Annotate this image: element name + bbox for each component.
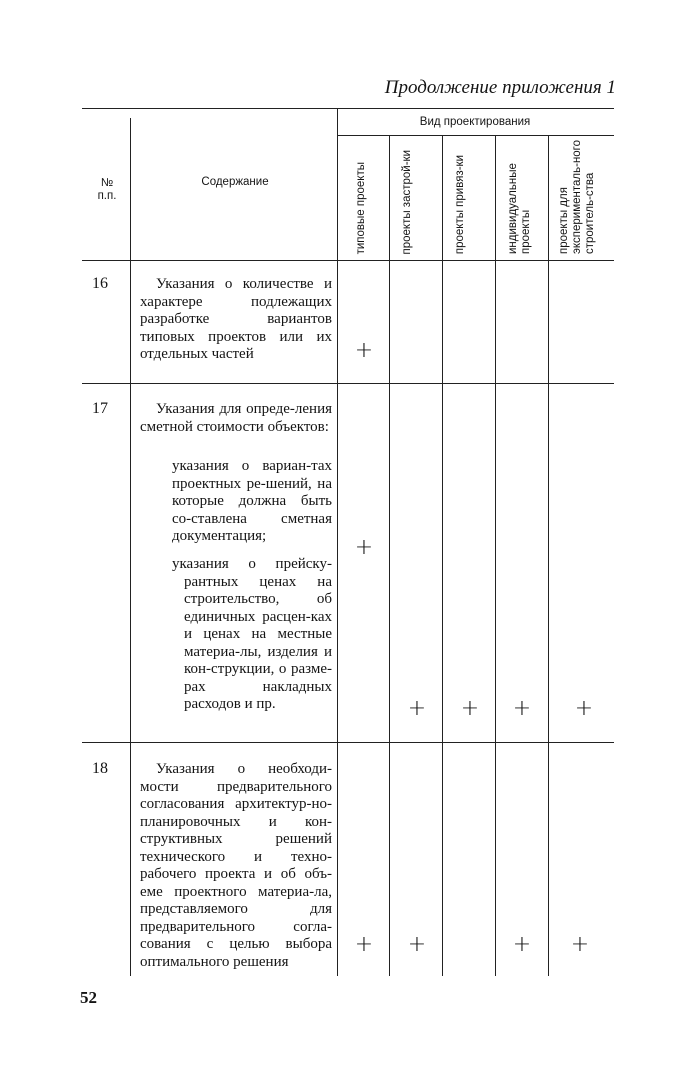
col-rule-typical (389, 135, 390, 976)
col-rule-individual (548, 135, 549, 976)
row-rule-17-18 (82, 742, 614, 743)
mark-typical: + (354, 932, 374, 957)
mark-typical: + (354, 535, 374, 560)
row-subitem: указания о прейску-рантных ценах на строительство, об единичных расцен-ках и ценах на местные материа-лы, изделия и кон-струкции, о разме-рах накладных расходов и пр. (172, 556, 332, 712)
header-col-typical-label: типовые проекты (355, 161, 367, 254)
mark-building: + (407, 932, 427, 957)
row-text: Указания о количестве и характере подлежащих разработке вариантов типовых проектов или их отдельных частей (140, 276, 332, 362)
mark-experimental: + (574, 696, 594, 721)
header-number-abbr: п.п. (97, 190, 117, 202)
header-number-symbol: № (100, 177, 114, 189)
mark-experimental: + (570, 932, 590, 957)
row-rule-16-17 (82, 383, 614, 384)
header-design-type: Вид проектирования (419, 116, 531, 128)
row-number: 16 (92, 275, 108, 292)
col-rule-num (130, 118, 131, 976)
mark-building: + (407, 696, 427, 721)
header-col-individual-label: индивидуальные проекты (507, 163, 532, 254)
row-number: 17 (92, 400, 108, 417)
header-col-building-label: проекты застрой-ки (401, 149, 413, 254)
page-number: 52 (80, 988, 97, 1007)
header-number (82, 177, 132, 203)
row-text: Указания о необходи-мости предварительного согласования архитектур-но-планировочных и кон-структивных решений технического и техно-рабочего проекта и об объ-еме проектного материа-ла, представляемого для предварительного согла-сования с целью выбора оптимального решения (140, 761, 332, 970)
header-col-experimental-label: проекты для эксперименталь-ного строитель-ства (558, 139, 596, 254)
row-subitem: указания о вариан-тах проектных ре-шений, на которые должна быть со-ставлена сметная документация; (172, 458, 332, 544)
header-col-experimental (558, 136, 606, 258)
page-caption: Продолжение приложения 1 (384, 77, 616, 98)
mark-individual: + (512, 696, 532, 721)
mark-binding: + (460, 696, 480, 721)
row-number: 18 (92, 760, 108, 777)
header-bottom-rule (82, 260, 614, 261)
header-col-binding-label: проекты привяз-ки (454, 154, 466, 254)
mark-typical: + (354, 338, 374, 363)
mark-individual: + (512, 932, 532, 957)
table-top-rule (82, 108, 614, 109)
row-text: Указания для опреде-ления сметной стоимости объектов: (140, 401, 332, 435)
col-rule-content (337, 108, 338, 976)
header-col-binding (454, 136, 486, 258)
header-col-individual (507, 136, 539, 258)
header-col-building (401, 136, 433, 258)
header-content: Содержание (201, 176, 269, 188)
col-rule-building (442, 135, 443, 976)
header-col-typical (355, 136, 375, 258)
col-rule-binding (495, 135, 496, 976)
